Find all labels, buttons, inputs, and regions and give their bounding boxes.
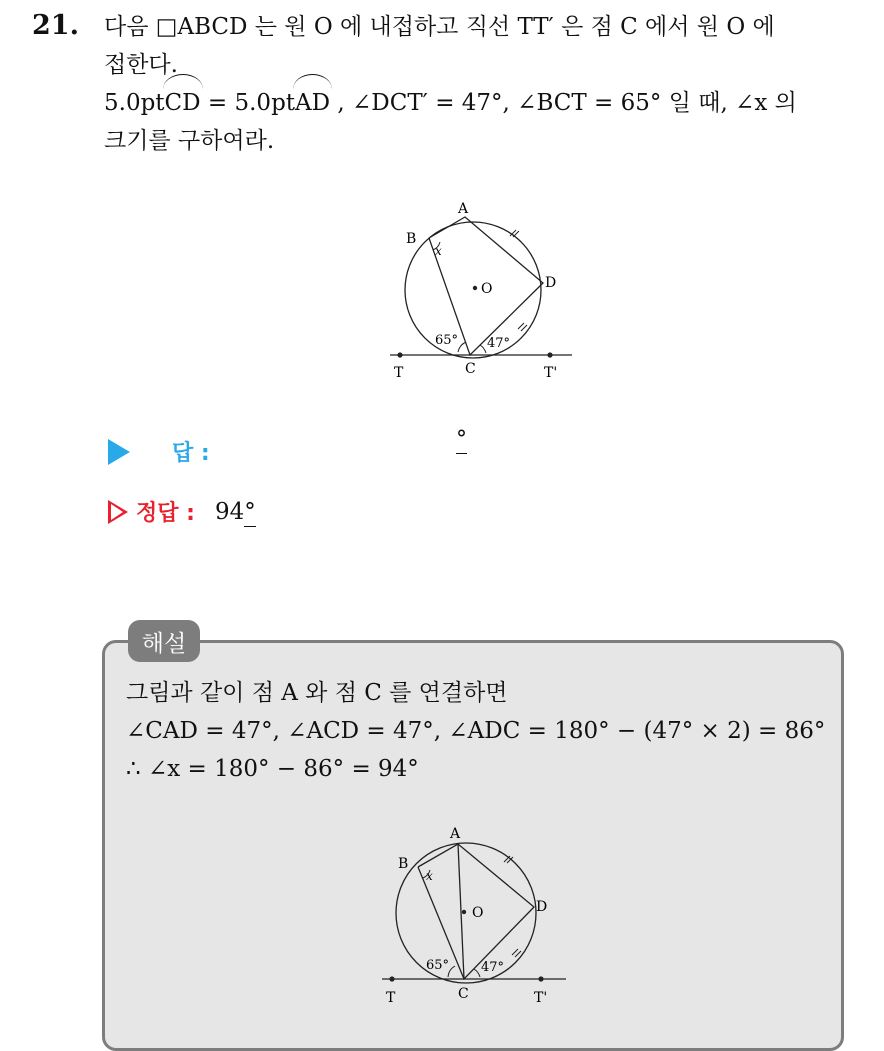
answer-row: [108, 436, 210, 467]
question-text: [104, 8, 860, 160]
equals-text: = 5.0pt: [200, 90, 296, 116]
point-t-prime-2: [538, 976, 543, 981]
label-b-2: B: [398, 856, 409, 872]
circle-o: [405, 222, 541, 358]
label-d-2: D: [536, 899, 548, 915]
angle-mark-65-2: [448, 966, 455, 977]
question-line-3: [104, 84, 860, 122]
spacing-artifact-1: 5.0pt: [104, 90, 165, 116]
answer-blank[interactable]: [456, 427, 467, 452]
question-line-4: 크기를 구하여라.: [104, 128, 275, 154]
correct-answer-label: 정답 :: [136, 501, 195, 526]
label-x-2: x: [426, 869, 433, 883]
point-o: [473, 286, 477, 290]
label-o-2: O: [472, 905, 484, 921]
angle-mark-65: [458, 342, 466, 352]
label-t: T: [394, 365, 404, 381]
point-t-2: [389, 976, 394, 981]
label-a-2: A: [450, 826, 461, 842]
solution-line-1: 그림과 같이 점 A 와 점 C 를 연결하면: [126, 680, 508, 706]
correct-answer-row: [108, 496, 256, 527]
question-line-1: 다음 □ABCD 는 원 O 에 내접하고 직선 TT′ 은 점 C 에서 원 O 에: [104, 14, 775, 40]
label-c-2: C: [458, 986, 469, 1002]
label-47: 47°: [487, 336, 511, 351]
play-triangle-icon: [108, 439, 130, 465]
outline-triangle-icon: [108, 500, 128, 524]
point-t-prime: [547, 352, 552, 357]
tick-mark-cd-2: [512, 949, 521, 957]
solution-text: [126, 674, 825, 788]
figure-1: [380, 195, 580, 385]
label-t-prime-2: T': [534, 990, 548, 1006]
question-number: 21.: [32, 10, 79, 41]
figure-2: [376, 818, 576, 1018]
solution-line-3: ∴ ∠x = 180° − 86° = 94°: [126, 756, 419, 782]
label-65: 65°: [435, 333, 459, 348]
label-b: B: [406, 231, 417, 247]
angle-mark-47: [480, 345, 486, 353]
solution-tag: 해설: [128, 620, 200, 662]
circle-o-2: [396, 843, 536, 983]
label-c: C: [465, 361, 476, 377]
label-a: A: [458, 201, 469, 217]
solution-line-2: ∠CAD = 47°, ∠ACD = 47°, ∠ADC = 180° − (47° × 2) = 86°: [126, 718, 826, 744]
answer-blank-unit: °: [456, 427, 467, 452]
label-x: x: [435, 244, 442, 258]
question-line-3-rest: , ∠DCT′ = 47°, ∠BCT = 65° 일 때, ∠x 의: [330, 90, 797, 116]
label-47-2: 47°: [481, 960, 505, 975]
label-o: O: [481, 281, 493, 297]
correct-answer-value: 94°: [214, 498, 256, 525]
tick-mark-cd: [518, 323, 527, 331]
arc-cd: CD: [165, 84, 201, 122]
label-t-prime: T': [544, 365, 558, 381]
answer-label: 답 :: [172, 441, 210, 466]
point-t: [397, 352, 402, 357]
question-line-2: 접한다.: [104, 52, 178, 78]
angle-mark-47-2: [474, 969, 480, 977]
label-t-2: T: [386, 990, 396, 1006]
arc-ad: AD: [295, 84, 330, 122]
label-65-2: 65°: [426, 958, 450, 973]
point-o-2: [462, 910, 466, 914]
label-d: D: [545, 275, 557, 291]
